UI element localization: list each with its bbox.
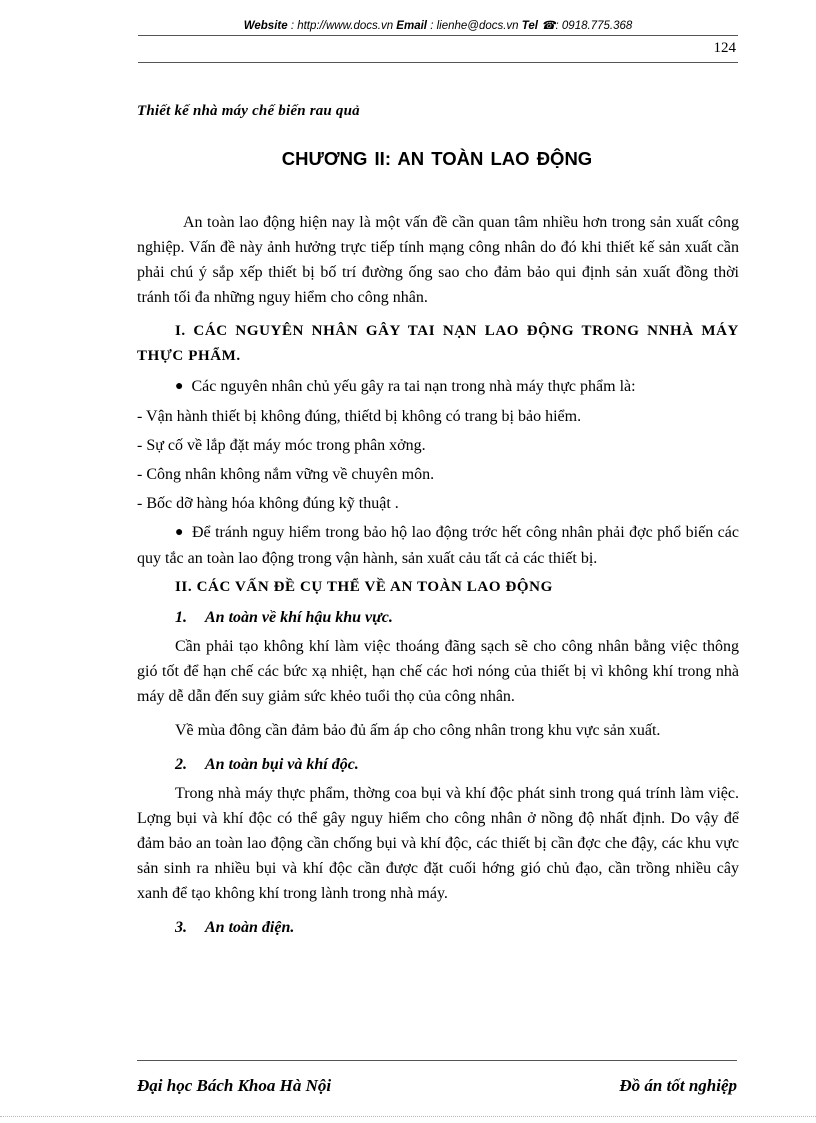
subsection-1-paragraph-2: Về mùa đông cần đảm bảo đủ ấm áp cho công nhân trong khu vực sản xuất. <box>175 722 661 739</box>
list-item: - Vận hành thiết bị không đúng, thiếtd bị không có trang bị bảo hiểm. <box>137 408 582 425</box>
tel-label: Tel <box>521 20 538 32</box>
subsection-3-title-text: An toàn điện. <box>205 919 295 936</box>
subsection-1-title <box>137 605 739 630</box>
footer-university: Đại học Bách Khoa Hà Nội <box>137 1076 332 1095</box>
document-body <box>137 210 739 944</box>
section-2-heading: II. CÁC VẤN ĐỀ CỤ THỂ VỀ AN TOÀN LAO ĐỘNG <box>175 579 553 595</box>
subsection-3-number: 3. <box>175 919 187 936</box>
subsection-1-paragraph: Cần phải tạo không khí làm việc thoáng đãng sạch sẽ cho công nhân bằng việc thông gió tốt để hạn chế các bức xạ nhiệt, hạn chế các hơi nóng của thiết bị vì không khí trong nhà máy dễ dẫn đến suy giảm sức khẻo tuổi thọ của công nhân. <box>137 638 739 705</box>
running-title: Thiết kế nhà máy chế biến rau quả <box>137 103 360 119</box>
list-item: - Công nhân không nắm vững về chuyên môn. <box>137 466 435 483</box>
email-label: Email <box>396 20 427 32</box>
subsection-2-number: 2. <box>175 756 187 773</box>
bullet-prevention <box>137 520 739 571</box>
bullet-icon: ● <box>175 379 184 394</box>
tel-value: ☎: 0918.775.368 <box>541 20 633 32</box>
list-item: - Bốc dỡ hàng hóa không đúng kỹ thuật . <box>137 495 399 512</box>
header-divider-top <box>138 35 738 36</box>
bullet-causes <box>137 374 739 400</box>
website-url: : http://www.docs.vn <box>290 20 394 32</box>
website-label: Website <box>243 20 288 32</box>
bullet-causes-text: Các nguyên nhân chủ yếu gây ra tai nạn trong nhà máy thực phẩm là: <box>191 378 636 395</box>
site-header <box>138 18 738 32</box>
footer-project: Đồ án tốt nghiệp <box>619 1076 737 1095</box>
bullet-prevention-text: Để tránh nguy hiểm trong bảo hộ lao động trớc hết công nhân phải đợc phổ biến các quy tắc an toàn lao động trong vận hành, sản xuất cảu tất cả các thiết bị. <box>137 524 739 567</box>
subsection-3-title <box>137 915 739 940</box>
intro-paragraph: An toàn lao động hiện nay là một vấn đề cần quan tâm nhiều hơn trong sản xuất công nghiệp. Vấn đề này ảnh hưởng trực tiếp tính mạng công nhân do đó khi thiết kế sản xuất cần phải chú ý sắp xếp thiết bị bố trí đường ống sao cho đảm bảo qui định sản xuất đồng thời tránh tối đa những nguy hiểm cho công nhân. <box>137 214 739 306</box>
page-bottom-border <box>0 1116 816 1117</box>
email-value: : lienhe@docs.vn <box>430 20 519 32</box>
header-divider-bottom <box>138 62 738 63</box>
list-item: - Sự cố về lắp đặt máy móc trong phân xởng. <box>137 437 426 454</box>
subsection-1-title-text: An toàn về khí hậu khu vực. <box>205 609 393 626</box>
page-number: 124 <box>713 40 736 56</box>
footer-divider <box>137 1060 737 1061</box>
bullet-icon: ● <box>175 525 184 540</box>
subsection-2-paragraph: Trong nhà máy thực phẩm, thờng coa bụi và khí độc phát sinh trong quá trính làm việc. Lợng bụi và khí độc có thể gây nguy hiểm cho công nhân ở nồng độ nhất định. Do vậy để đảm bảo an toàn lao động cần chống bụi và khí độc, các thiết bị cần đợc che đậy, các khu vực sản sinh ra nhiều bụi và khí độc cần được đặt cuối hớng gió chủ đạo, cần trồng nhiều cây xanh để tạo không khí trong lành trong nhà máy. <box>137 785 739 902</box>
subsection-1-number: 1. <box>175 609 187 626</box>
subsection-2-title-text: An toàn bụi và khí độc. <box>205 756 359 773</box>
section-1-heading: I. CÁC NGUYÊN NHÂN GÂY TAI NẠN LAO ĐỘNG TRONG NNHÀ MÁY THỰC PHẨM. <box>137 323 739 364</box>
subsection-2-title <box>137 752 739 777</box>
chapter-title: CHƯƠNG II: AN TOÀN LAO ĐỘNG <box>281 148 593 169</box>
